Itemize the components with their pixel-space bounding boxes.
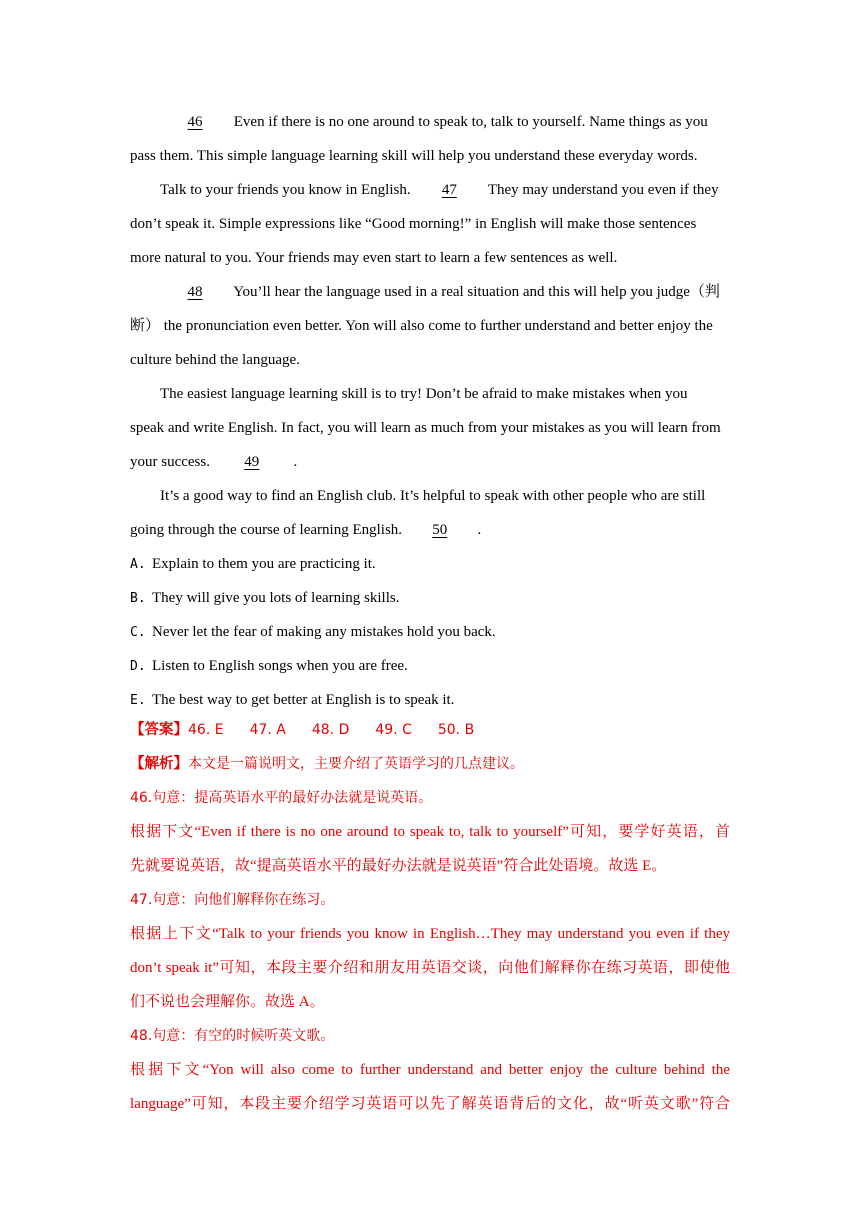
passage-line: 断） the pronunciation even better. Yon will also come to further understand and better enjoy the [130, 318, 713, 334]
analysis-intro [130, 754, 730, 774]
answer-item: 50. B [437, 722, 475, 738]
blank-46: 46 [187, 114, 203, 130]
passage-text: Talk to your friends you know in English. [160, 182, 415, 198]
passage-line: It’s a good way to find an English club. It’s helpful to speak with other people who are still [160, 488, 706, 504]
option-b [130, 588, 730, 609]
option-d [130, 656, 730, 677]
option-text: Listen to English songs when you are free. [152, 658, 408, 674]
answer-item: 46. E [188, 722, 224, 738]
q48-meaning: 48.句意：有空的时候听英文歌。 [130, 1028, 335, 1044]
analysis-tag: 【解析】 [130, 756, 188, 772]
passage-line: more natural to you. Your friends may even start to learn a few sentences as well. [130, 250, 618, 266]
passage-line: don’t speak it. Simple expressions like “Good morning!” in English will make those sentences [130, 216, 697, 232]
passage-line: culture behind the language. [130, 352, 300, 368]
passage-line: speak and write English. In fact, you will learn as much from your mistakes as you will learn from [130, 420, 721, 436]
passage-line [160, 180, 760, 200]
option-letter: E. [130, 693, 146, 708]
option-e [130, 690, 730, 711]
answer-key [130, 720, 730, 740]
passage-line: pass them. This simple language learning skill will help you understand these everyday words. [130, 148, 698, 164]
q46-meaning: 46.句意：提高英语水平的最好办法就是说英语。 [130, 790, 433, 806]
option-text: The best way to get better at English is to speak it. [152, 692, 455, 708]
blank-48: 48 [187, 284, 203, 300]
blank-49: 49 [244, 454, 260, 470]
passage-line [130, 520, 730, 540]
analysis-line: 根据下文“Even if there is no one around to speak to, talk to yourself”可知，要学好英语，首 [130, 824, 730, 840]
option-text: They will give you lots of learning skills. [152, 590, 400, 606]
option-letter: A. [130, 557, 146, 572]
analysis-line: 根据上下文“Talk to your friends you know in English…They may understand you even if they [130, 926, 730, 942]
passage-text: your success. [130, 454, 214, 470]
answer-item: 47. A [249, 722, 286, 738]
passage-text: . [473, 522, 482, 538]
analysis-text: 本文是一篇说明文，主要介绍了英语学习的几点建议。 [188, 756, 524, 772]
passage-line [160, 112, 760, 132]
analysis-line: 根据下文“Yon will also come to further understand and better enjoy the culture behind the [130, 1062, 730, 1078]
passage-text: going through the course of learning English. [130, 522, 406, 538]
answer-tag: 【答案】 [130, 722, 188, 738]
analysis-line: language”可知，本段主要介绍学习英语可以先了解英语背后的文化，故“听英文歌”符合 [130, 1096, 730, 1112]
passage-text: They may understand you even if they [484, 182, 719, 198]
option-c [130, 622, 730, 643]
option-a [130, 554, 730, 575]
passage-text: Even if there is no one around to speak to, talk to yourself. Name things as you [230, 114, 708, 130]
option-text: Never let the fear of making any mistakes hold you back. [152, 624, 496, 640]
passage-line [130, 452, 730, 472]
answer-item: 48. D [311, 722, 350, 738]
analysis-line: 先就要说英语，故“提高英语水平的最好办法就是说英语”符合此处语境。故选 E。 [130, 858, 667, 874]
analysis-line: 们不说也会理解你。故选 A。 [130, 994, 325, 1010]
answer-item: 49. C [375, 722, 412, 738]
blank-47: 47 [441, 182, 457, 198]
passage-text: You’ll hear the language used in a real situation and this will help you judge（判 [230, 284, 720, 300]
passage-line: The easiest language learning skill is to try! Don’t be afraid to make mistakes when you [160, 386, 688, 402]
option-letter: D. [130, 659, 146, 674]
passage-text: . [289, 454, 298, 470]
analysis-line: don’t speak it”可知，本段主要介绍和朋友用英语交谈，向他们解释你在练习英语，即使他 [130, 960, 730, 976]
blank-50: 50 [432, 522, 448, 538]
passage-line [160, 282, 760, 302]
option-letter: B. [130, 591, 146, 606]
option-text: Explain to them you are practicing it. [152, 556, 376, 572]
q47-meaning: 47.句意：向他们解释你在练习。 [130, 892, 335, 908]
option-letter: C. [130, 625, 146, 640]
